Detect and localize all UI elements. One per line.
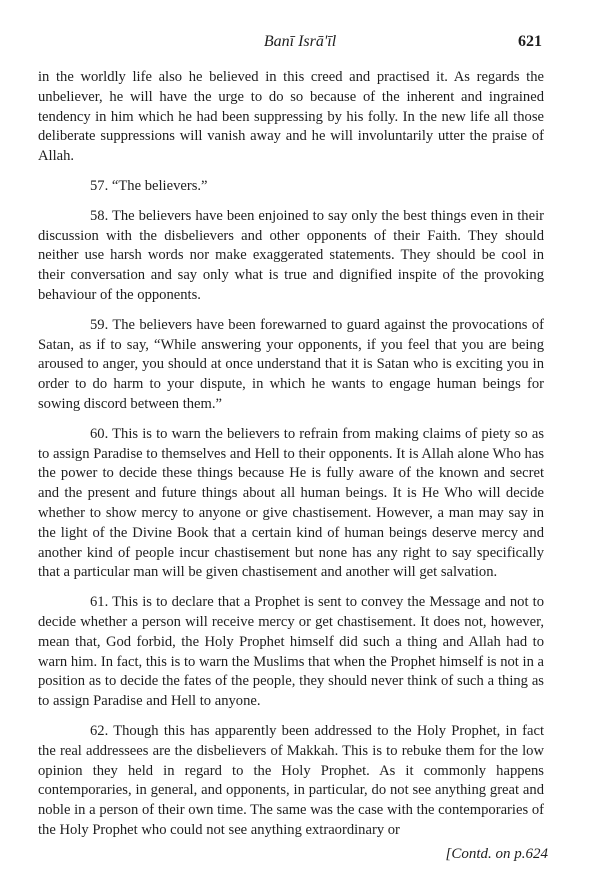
note-59: 59. The believers have been forewarned to guard against the provocations of Satan, as if to say, “While answering your opponents, if you feel that you are being aroused to anger, you should at once understand that it is Satan who is exciting you in order to do harm to your dispute, in which he wants to engage human beings for sowing discord between them.” [38,316,544,412]
continuation-note: [Contd. on p.624 [445,846,548,862]
paragraph-continuation: in the worldly life also he believed in this creed and practised it. As regards the unbeliever, he will have the urge to do so because of the inherent and ingrained tendency in him which he had been suppressing by his folly. In the new life all those deliberate suppressions will vanish away and he will involuntarily utter the praise of Allah. [38,69,544,165]
note-57: 57. “The believers.” [90,177,208,194]
note-58: 58. The believers have been enjoined to say only the best things even in their discussion with the disbelievers and other opponents of their Faith. They should neither use harsh words nor make exaggerated statements. They should be cool in their conversation and say only what is true and dignified inspite of the provoking behaviour of the opponents. [38,207,544,303]
note-61: 61. This is to declare that a Prophet is sent to convey the Message and not to decide whether a person will receive mercy or get chastisement. It does not, however, mean that, God forbid, the Holy Prophet himself did such a thing and Allah had to warn him. In fact, this is to warn the Muslims that when the Prophet himself is not in a position as to decide the fates of the people, they should never think of such a thing as to assign Paradise and Hell to anyone. [38,594,544,710]
page-header [0,33,600,55]
running-title: Banī Isrā'īl [263,33,337,50]
note-62: 62. Though this has apparently been addressed to the Holy Prophet, in fact the real addressees are the disbelievers of Makkah. This is to rebuke them for the low opinion they held in regard to the Holy Prophet. As it commonly happens contemporaries, in general, and opponents, in particular, do not see anything great and noble in a person of their own time. The same was the case with the contemporaries of the Holy Prophet who could not see anything extraordinary or [38,722,544,838]
page-number: 621 [518,33,542,50]
note-60: 60. This is to warn the believers to refrain from making claims of piety so as to assign Paradise to themselves and Hell to their opponents. It is Allah alone Who has the power to decide these things because He is fully aware of the known and secret and the present and future things about all human beings. It is He Who will decide whether to show mercy to anyone or give chastisement. However, a man may say in the light of the Divine Book that a certain kind of human beings deserve mercy and another kind of people incur chastisement but none has any right to say specifically that a particular man will be given chastisement and another will get salvation. [38,425,544,581]
page-body [38,68,544,851]
